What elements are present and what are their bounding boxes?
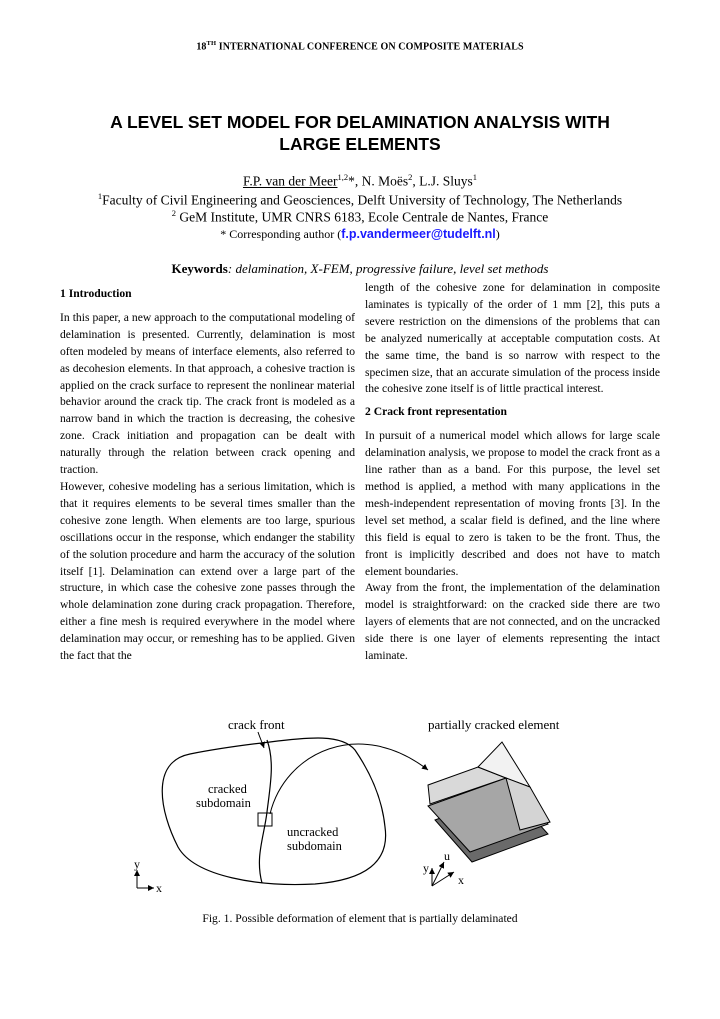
- title-line-1: A LEVEL SET MODEL FOR DELAMINATION ANALYSIS WITH: [110, 112, 610, 132]
- crack-front-arrow: [258, 732, 264, 748]
- crack-front-line: [259, 740, 271, 883]
- paper-title: [60, 111, 660, 155]
- title-line-2: LARGE ELEMENTS: [279, 134, 441, 154]
- axis-x-label-right: x: [458, 873, 464, 887]
- keywords-label: Keywords: [171, 261, 228, 276]
- axis-x-label-left: x: [156, 881, 162, 895]
- paragraph: Away from the front, the implementation of the delamination model is straightforward: on the cracked side there are two layers of elements that are not connected, and on the uncracked side there is one layer of elements representing the intact laminate.: [365, 581, 660, 663]
- right-column: [365, 280, 660, 665]
- paragraph: length of the cohesive zone for delamination in composite laminates is typically of the order of 1 mm [2], this puts a severe restriction on the dimensions of the problems that can be analyzed numerically at acceptable computation costs. At the same time, the band is so narrow with respect to the specimen size, that an accurate simulation of the process inside the cohesive zone itself is of little practical interest.: [365, 281, 660, 396]
- author-list: F.P. van der Meer$^{1,2}$*, N. Moës$^2$, L.J. Sluys$^1$: [242, 172, 478, 189]
- keywords: Keywords: delamination, X-FEM, progressive failure, level set methods: [171, 261, 549, 276]
- keywords-value: delamination, X-FEM, progressive failure, level set methods: [235, 261, 549, 276]
- figure-1: [110, 712, 630, 902]
- label-uncracked-subdomain: subdomain: [287, 839, 342, 853]
- label-crack-front: crack front: [228, 717, 285, 732]
- domain-outline: [162, 738, 385, 884]
- affiliation-2: $^2$ GeM Institute, UMR CNRS 6183, Ecole Centrale de Nantes, France: [171, 208, 549, 225]
- label-cracked: cracked: [208, 782, 247, 796]
- left-column: [60, 286, 355, 665]
- paragraph: However, cohesive modeling has a serious limitation, which is that it requires elements to be several times smaller than the cohesive zone length. When elements are too large, spurious oscillations occur in the response, which endanger the stability of the solution procedure and harm the accuracy of the solution itself [1]. Delamination can extend over a large part of the structure, in which case the cohesive zone passes through the whole delamination zone during crack propagation. Therefore, either a fine mesh is required everywhere in the model where delamination may occur, or remeshing has to be applied. Given the fact that the: [60, 479, 355, 663]
- paragraph: In this paper, a new approach to the computational modeling of delamination is presented. Currently, delamination is most often modeled by means of interface elements, also referred to as decohesion elements. In that approach, a cohesive traction is applied on the crack surface to represent the nonlinear material behavior around the crack tip. The crack front is modeled as a narrow band in which the traction is decreasing, the cohesive zone. Crack initiation and propagation can be dealt with naturally through the relation between crack opening and traction.: [60, 310, 355, 477]
- axis-u-label-right: u: [444, 849, 450, 863]
- author-2: N. Moës: [361, 173, 409, 189]
- connector-arrow: [270, 744, 428, 814]
- author-1: F.P. van der Meer: [242, 173, 338, 189]
- affiliation-1: $^1$Faculty of Civil Engineering and Geosciences, Delft University of Technology, The Netherlands: [97, 191, 623, 208]
- paragraph: In pursuit of a numerical model which allows for large scale delamination analysis, we propose to model the crack front as a line rather than as a band. For this purpose, the level set method is applied, a method with many applications in the mesh-independent representation of moving fronts [3]. In the level set method, a scalar field is defined, and the line where this field is equal to zero is taken to be the front. Thus, the front is implicitly described and does not have to match element boundaries.: [365, 429, 660, 578]
- corresponding-author: * Corresponding author (f.p.vandermeer@tudelft.nl): [220, 227, 500, 241]
- section-heading-introduction: 1 Introduction: [60, 287, 132, 300]
- email-link[interactable]: f.p.vandermeer@tudelft.nl: [341, 227, 496, 241]
- label-partially-cracked: partially cracked element: [428, 717, 560, 732]
- axis-y-label-left: y: [134, 857, 140, 871]
- conference-header: 18TH INTERNATIONAL CONFERENCE ON COMPOSITE MATERIALS: [196, 40, 524, 53]
- section-heading-crack-front: 2 Crack front representation: [365, 405, 508, 419]
- axis-y-label-right: y: [423, 861, 429, 875]
- author-3: L.J. Sluys: [419, 173, 473, 189]
- label-uncracked: uncracked: [287, 825, 339, 839]
- label-cracked-subdomain: subdomain: [196, 796, 251, 810]
- figure-caption: Fig. 1. Possible deformation of element that is partially delaminated: [202, 912, 518, 925]
